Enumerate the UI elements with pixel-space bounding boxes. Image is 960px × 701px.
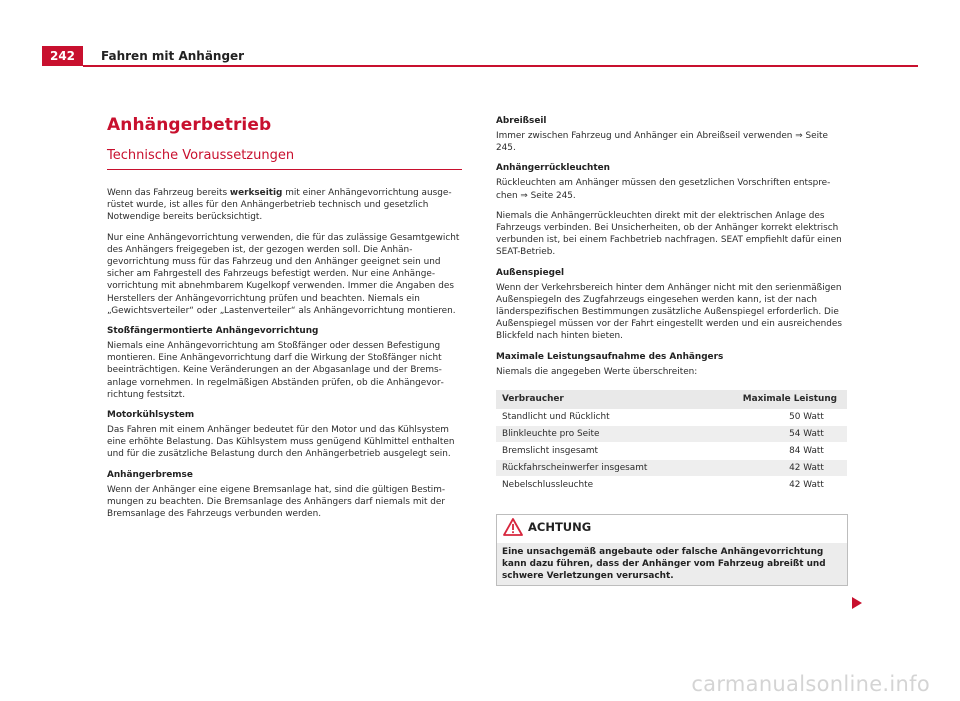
table-cell-power: 42 Watt bbox=[702, 476, 847, 493]
trailer-brake-text: Wenn der Anhänger eine eigene Bremsanlage hat, sind die gültigen Bestimmungen zu beachten. Die Bremsanlage des Anhängers darf niemals mit der Bremsanlage des Fahrzeugs verbunden werden. bbox=[107, 484, 446, 520]
power-table bbox=[496, 390, 847, 494]
table-cell-consumer: Rückfahrscheinwerfer insgesamt bbox=[496, 459, 702, 476]
tail-lights-text: Rückleuchten am Anhänger müssen den gesetzlichen Vorschriften entsprechen ⇒ Seite 245. bbox=[496, 178, 831, 201]
tail-lights-text-2: Niemals die Anhängerrückleuchten direkt mit der elektrischen Anlage des Fahrzeugs verbinden. Bei Unsicherheiten, ob der Anhänger korrekt elektrisch verbunden ist, bei einem Fachbetrieb nachfragen. SEAT empfiehlt dafür einen SEAT-Betrieb. bbox=[496, 210, 842, 258]
bumper-hitch-text: Niemals eine Anhängevorrichtung am Stoßfänger oder dessen Befestigung montieren. Eine Anhängevorrichtung darf die Wirkung der Stoßfänger nicht beeinträchtigen. Keine Veränderungen an der Abgasanlage und der Bremsanlage vornehmen. In regelmäßigen Abständen prüfen, ob die Anhängevorrichtung festsitzt. bbox=[107, 341, 444, 400]
cooling-title: Motorkühlsystem bbox=[107, 410, 195, 421]
page-number: 242 bbox=[42, 46, 83, 66]
table-cell-consumer: Blinkleuchte pro Seite bbox=[496, 425, 702, 442]
table-cell-consumer: Bremslicht insgesamt bbox=[496, 442, 702, 459]
table-header-consumer: Verbraucher bbox=[496, 390, 702, 409]
watermark: carmanualsonline.info bbox=[691, 672, 930, 696]
table-cell-consumer: Standlicht und Rücklicht bbox=[496, 409, 702, 426]
power-text: Niemals die angegeben Werte überschreiten: bbox=[496, 366, 698, 377]
intro-text-end: mit einer Anhängevorrichtung ausgerüstet wurde, ist alles für den Anhängerbetrieb technisch und gesetzlich Notwendige bereits berücksichtigt. bbox=[107, 188, 452, 223]
table-cell-power: 84 Watt bbox=[702, 442, 847, 459]
left-column bbox=[107, 115, 462, 528]
breakaway-cable-title: Abreißseil bbox=[496, 116, 547, 126]
warning-title: ACHTUNG bbox=[528, 519, 592, 534]
intro-text-start: Wenn das Fahrzeug bereits bbox=[107, 188, 230, 198]
table-row bbox=[496, 425, 847, 442]
power-title: Maximale Leistungsaufnahme des Anhängers bbox=[496, 351, 724, 362]
bumper-hitch-title: Stoßfängermontierte Anhängevorrichtung bbox=[107, 326, 319, 337]
table-cell-power: 54 Watt bbox=[702, 425, 847, 442]
table-header-power: Maximale Leistung bbox=[702, 390, 847, 409]
warning-triangle-icon bbox=[503, 518, 523, 536]
warning-box bbox=[496, 514, 848, 586]
warning-header bbox=[497, 515, 847, 541]
cooling-text: Das Fahren mit einem Anhänger bedeutet für den Motor und das Kühlsystem eine erhöhte Belastung. Das Kühlsystem muss genügend Kühlmittel enthalten und für die zusätzliche Belastung durch den Anhängerbetrieb ausgelegt sein. bbox=[107, 425, 455, 460]
section-heading: Technische Voraussetzungen bbox=[107, 148, 462, 170]
warning-text: Eine unsachgemäß angebaute oder falsche Anhängevorrichtung kann dazu führen, dass der Anhänger vom Fahrzeug abreißt und schwere Verletzungen verursacht. bbox=[502, 546, 826, 581]
table-cell-consumer: Nebelschlussleuchte bbox=[496, 476, 702, 493]
intro-emphasis: werkseitig bbox=[229, 188, 283, 198]
table-row bbox=[496, 476, 847, 493]
right-column bbox=[496, 115, 848, 586]
table-cell-power: 42 Watt bbox=[702, 459, 847, 476]
warning-body bbox=[497, 543, 847, 585]
table-row bbox=[496, 442, 847, 459]
table-header-row bbox=[496, 390, 847, 409]
mirrors-text: Wenn der Verkehrsbereich hinter dem Anhänger nicht mit den serienmäßigen Außenspiegeln des Zugfahrzeugs eingesehen werden kann, ist der nach länderspezifischen Bestimmungen zusätzliche Außenspiegel erforderlich. Die Außenspiegel müssen vor der Fahrt eingestellt werden und ein ausreichendes Blickfeld nach hinten bieten. bbox=[496, 282, 843, 342]
tail-lights-title: Anhängerrückleuchten bbox=[496, 163, 610, 174]
hitch-paragraph: Nur eine Anhängevorrichtung verwenden, die für das zulässige Gesamtgewicht des Anhängers freigegeben ist, der gezogen werden soll. Die Anhängevorrichtung muss für das Fahrzeug und den Anhänger geeignet sein und sicher am Fahrgestell des Fahrzeugs befestigt werden. Nur eine Anhängevorrichtung mit abnehmbarem Kugelkopf verwenden. Immer die Angaben des Herstellers der Anhängevorrichtung prüfen und beachten. Niemals ein „Gewichtsverteiler“ oder „Lastenverteiler“ als Anhängevorrichtung montieren. bbox=[107, 232, 460, 316]
page-heading: Anhängerbetrieb bbox=[107, 115, 272, 135]
header-rule bbox=[83, 65, 918, 67]
trailer-brake-title: Anhängerbremse bbox=[107, 469, 193, 480]
intro-paragraph bbox=[107, 187, 462, 224]
breakaway-cable-text: Immer zwischen Fahrzeug und Anhänger ein Abreißseil verwenden ⇒ Seite 245. bbox=[496, 131, 828, 154]
chapter-title: Fahren mit Anhänger bbox=[101, 49, 245, 63]
table-cell-power: 50 Watt bbox=[702, 409, 847, 426]
table-row bbox=[496, 459, 847, 476]
mirrors-title: Außenspiegel bbox=[496, 267, 565, 278]
continue-arrow-icon bbox=[851, 596, 863, 610]
table-row bbox=[496, 409, 847, 426]
